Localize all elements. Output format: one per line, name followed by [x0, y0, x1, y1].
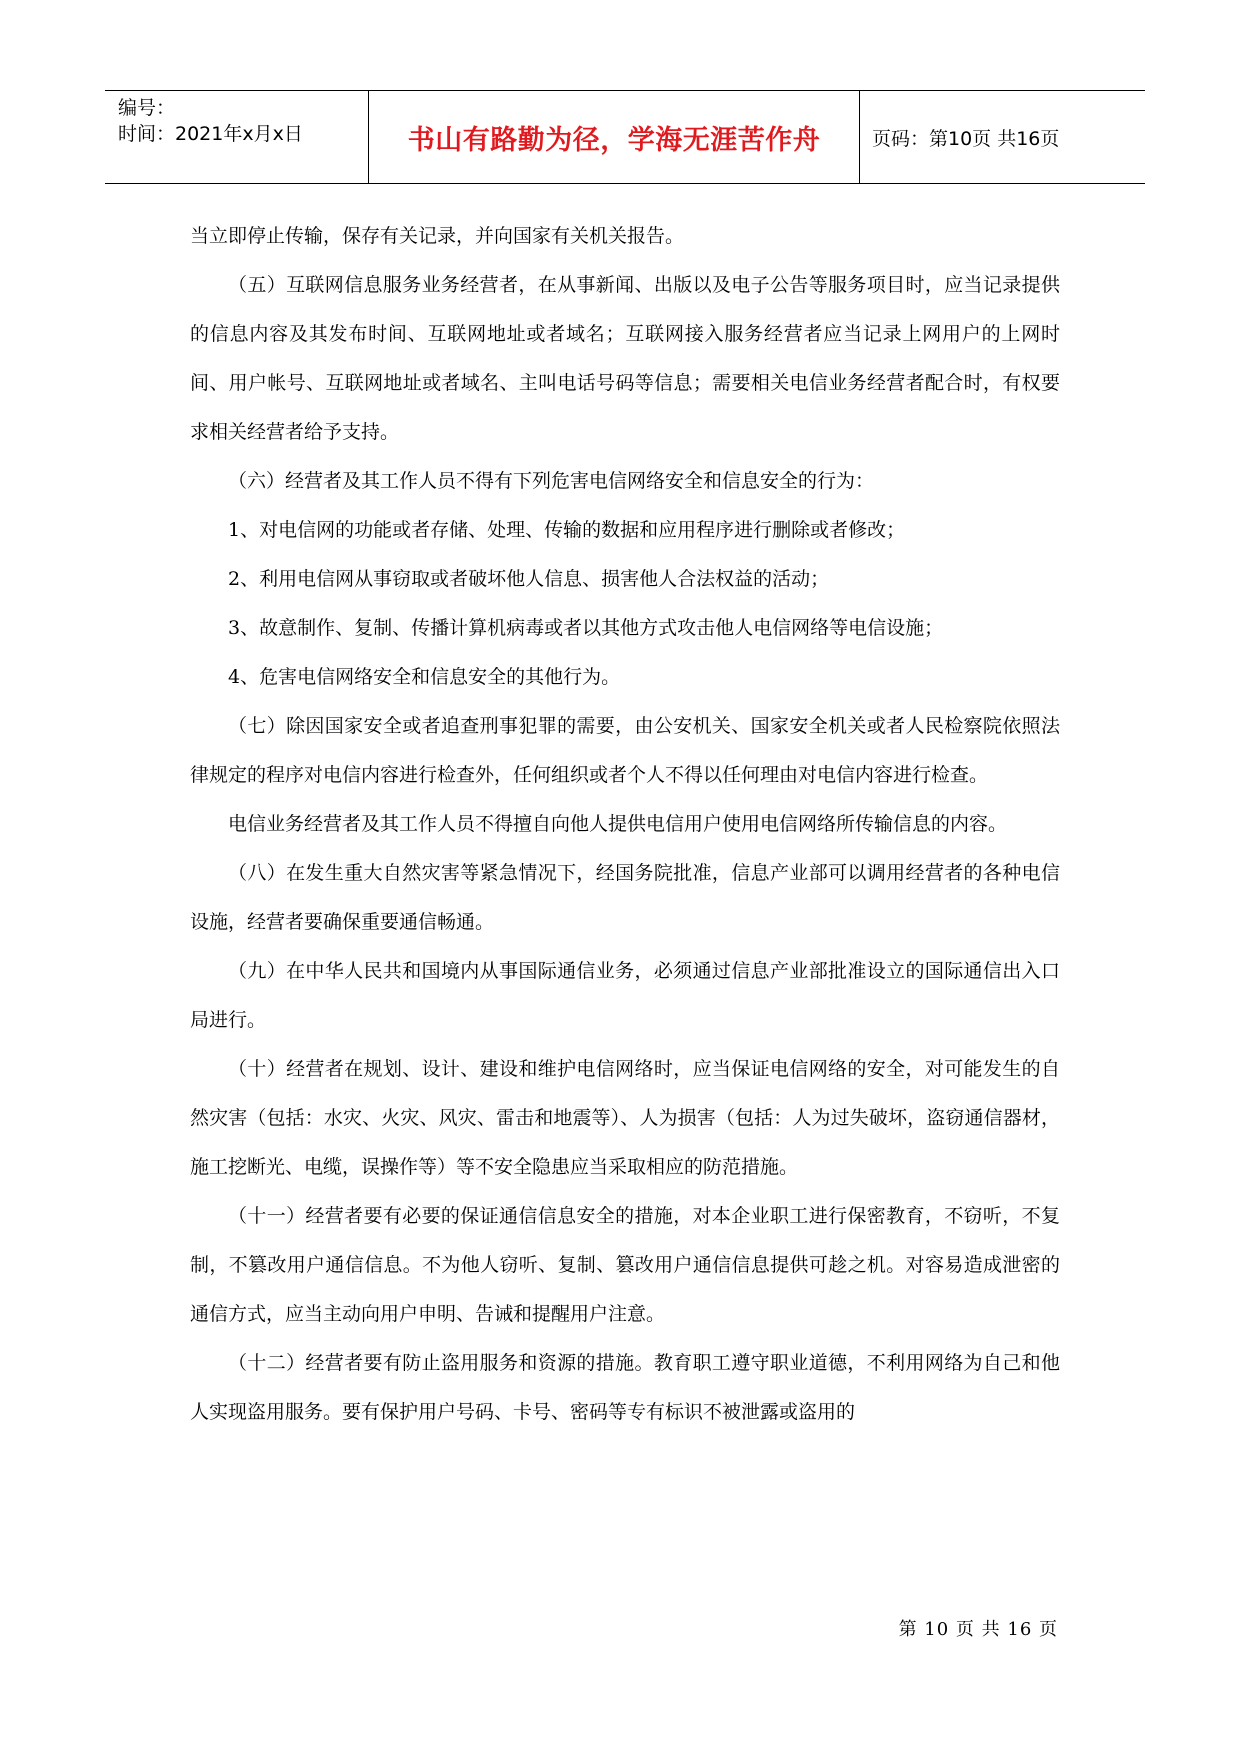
document-body [190, 212, 1060, 1437]
paragraph-item-12: （十二）经营者要有防止盗用服务和资源的措施。教育职工遵守职业道德，不利用网络为自己和他人实现盗用服务。要有保护用户号码、卡号、密码等专有标识不被泄露或盗用的 [190, 1352, 1060, 1423]
paragraph-item-6-4: 4、危害电信网络安全和信息安全的其他行为。 [228, 666, 621, 688]
paragraph-item-5: （五）互联网信息服务业务经营者，在从事新闻、出版以及电子公告等服务项目时，应当记录提供的信息内容及其发布时间、互联网地址或者域名；互联网接入服务经营者应当记录上网用户的上网时间、用户帐号、互联网地址或者域名、主叫电话号码等信息；需要相关电信业务经营者配合时，有权要求相关经营者给予支持。 [190, 274, 1060, 443]
paragraph-item-6: （六）经营者及其工作人员不得有下列危害电信网络安全和信息安全的行为： [228, 470, 875, 492]
header-motto: 书山有路勤为径，学海无涯苦作舟 [369, 91, 860, 183]
paragraph-item-8: （八）在发生重大自然灾害等紧急情况下，经国务院批准，信息产业部可以调用经营者的各种电信设施，经营者要确保重要通信畅通。 [190, 862, 1060, 933]
paragraph-item-6-3: 3、故意制作、复制、传播计算机病毒或者以其他方式攻击他人电信网络等电信设施； [228, 617, 944, 639]
paragraph-item-6-1: 1、对电信网的功能或者存储、处理、传输的数据和应用程序进行删除或者修改； [228, 519, 906, 541]
paragraph-item-7: （七）除因国家安全或者追查刑事犯罪的需要，由公安机关、国家安全机关或者人民检察院依照法律规定的程序对电信内容进行检查外，任何组织或者个人不得以任何理由对电信内容进行检查。 [190, 715, 1060, 786]
page-header [105, 90, 1145, 184]
paragraph-item-6-2: 2、利用电信网从事窃取或者破坏他人信息、损害他人合法权益的活动； [228, 568, 830, 590]
paragraph-item-7-b: 电信业务经营者及其工作人员不得擅自向他人提供电信用户使用电信网络所传输信息的内容。 [228, 813, 1008, 835]
paragraph-item-11: （十一）经营者要有必要的保证通信信息安全的措施，对本企业职工进行保密教育，不窃听，不复制，不篡改用户通信信息。不为他人窃听、复制、篡改用户通信信息提供可趁之机。对容易造成泄密的通信方式，应当主动向用户申明、告诫和提醒用户注意。 [190, 1205, 1060, 1325]
page-footer-number: 第 10 页 共 16 页 [898, 1619, 1058, 1640]
document-time-label: 时间：2021年x月x日 [118, 123, 303, 145]
document-number-label: 编号： [118, 97, 176, 119]
paragraph-item-10: （十）经营者在规划、设计、建设和维护电信网络时，应当保证电信网络的安全，对可能发生的自然灾害（包括：水灾、火灾、风灾、雷击和地震等）、人为损害（包括：人为过失破坏，盗窃通信器材，施工挖断光、电缆，误操作等）等不安全隐患应当采取相应的防范措施。 [190, 1058, 1060, 1178]
header-meta-cell [105, 91, 369, 183]
paragraph-continuation: 当立即停止传输，保存有关记录，并向国家有关机关报告。 [190, 225, 685, 247]
header-page-info: 页码：第10页 共16页 [872, 127, 1060, 150]
paragraph-item-9: （九）在中华人民共和国境内从事国际通信业务，必须通过信息产业部批准设立的国际通信出入口局进行。 [190, 960, 1060, 1031]
